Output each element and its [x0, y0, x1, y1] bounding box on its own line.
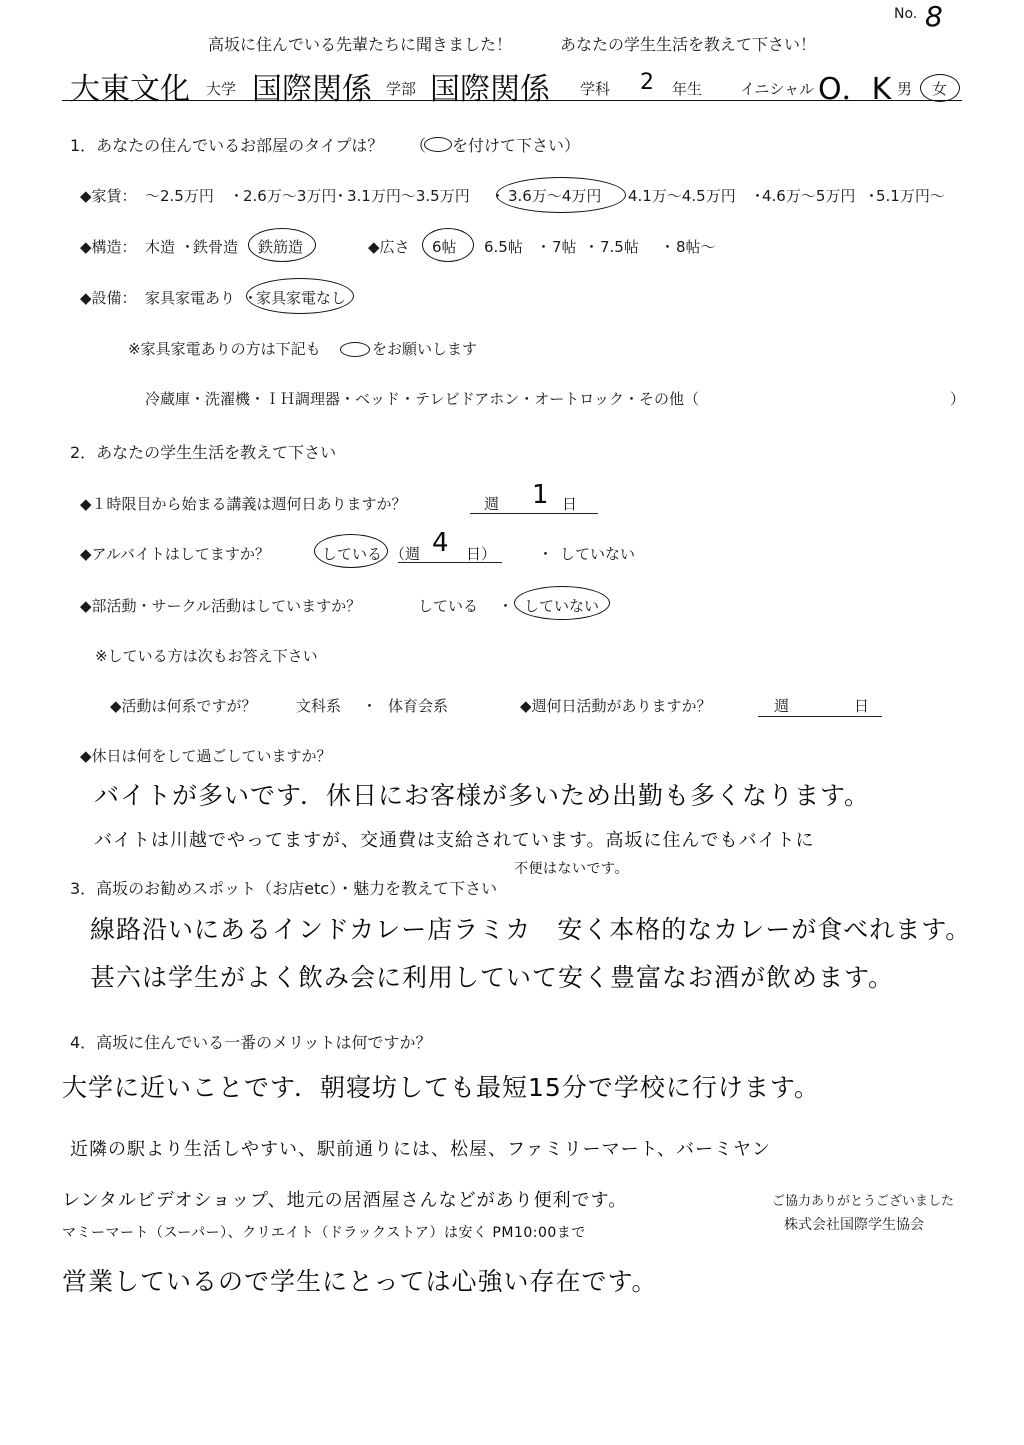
- rent-option-5: 4.1万～4.5万円: [628, 187, 736, 205]
- q4-answer-line4: マミーマート（スーパー）、クリエイト（ドラックストア）は安く PM10:00まで: [62, 1225, 586, 1241]
- holiday-answer-line3: 不便はないです。: [514, 861, 629, 877]
- initial-handwritten: O．K: [818, 72, 892, 107]
- rent-option-4-selected: 3.6万～4万円: [508, 187, 602, 205]
- structure-selected-circle: [248, 228, 316, 262]
- intro-right: あなたの学生生活を教えて下さい！: [560, 35, 817, 54]
- circle-mark-icon: [424, 137, 452, 152]
- club-label: ◆部活動・サークル活動はしていますか？: [80, 597, 362, 615]
- q1-instruction-close: を付けて下さい）: [452, 136, 581, 155]
- activity-type-option-2: 体育会系: [388, 697, 449, 715]
- parttime-no: していない: [560, 545, 636, 563]
- size-option-1-selected: 6帖: [432, 238, 457, 256]
- q4-title: 4．高坂に住んでいる一番のメリットは何ですか？: [70, 1033, 432, 1052]
- size-option-3: 7帖: [552, 238, 577, 256]
- university-handwritten: 大東文化: [70, 72, 190, 107]
- activity-type-label: ◆活動は何系ですが？: [110, 697, 257, 715]
- q3-title: 3．高坂のお勧めスポット（お店etc）・魅力を教えて下さい: [70, 879, 498, 898]
- size-option-5: 8帖～: [676, 238, 716, 256]
- size-option-4: 7.5帖: [600, 238, 639, 256]
- faculty-handwritten: 国際関係: [252, 72, 372, 107]
- intro-left: 高坂に住んでいる先輩たちに聞きました！: [208, 35, 513, 54]
- holiday-label: ◆休日は何をして過ごしていますか？: [80, 747, 332, 765]
- department-label: 学科: [580, 80, 611, 98]
- holiday-answer-line1: バイトが多いです．休日にお客様が多いため出勤も多くなります。: [94, 781, 871, 810]
- holiday-answer-line2: バイトは川越でやってますが、交通費は支給されています。高坂に住んでもバイトに: [94, 830, 815, 851]
- facility-selected-circle: [246, 278, 354, 314]
- parttime-label: ◆アルバイトはしてますか？: [80, 545, 270, 563]
- q3-answer-line1: 線路沿いにあるインドカレー店ラミカ 安く本格的なカレーが食べれます。: [90, 915, 972, 944]
- rent-option-1: ～2.5万円: [145, 187, 214, 205]
- rent-option-7: 5.1万円～: [876, 187, 945, 205]
- first-period-day: 日: [562, 495, 578, 513]
- initial-label: イニシャル: [740, 80, 815, 98]
- facility-option-2-selected: 家具家電なし: [256, 289, 347, 307]
- club-selected-circle: [514, 586, 610, 620]
- circle-mark-icon-2: [340, 342, 370, 357]
- department-handwritten: 国際関係: [430, 72, 550, 107]
- parttime-week-open: （週: [390, 545, 421, 563]
- q4-answer-line3: レンタルビデオショップ、地元の居酒屋さんなどがあり便利です。: [62, 1190, 628, 1211]
- appliance-note-after: をお願いします: [372, 340, 478, 358]
- appliance-note: ※家具家電ありの方は下記も: [128, 340, 321, 358]
- gender-female: 女: [932, 80, 948, 98]
- size-option-2: 6.5帖: [484, 238, 523, 256]
- rent-option-3: 3.1万円～3.5万円: [347, 187, 470, 205]
- club-yes: している: [418, 597, 479, 615]
- first-period-value: 1: [532, 480, 549, 510]
- q4-answer-line1: 大学に近いことです．朝寝坊しても最短15分で学校に行けます。: [62, 1073, 820, 1102]
- year-handwritten: 2: [640, 70, 654, 95]
- profile-underline: [62, 100, 962, 101]
- footer-company: 株式会社国際学生協会: [784, 1217, 924, 1233]
- q3-answer-line2: 甚六は学生がよく飲み会に利用していて安く豊富なお酒が飲めます。: [90, 963, 895, 992]
- rent-selected-circle: [496, 177, 626, 213]
- year-label: 年生: [672, 80, 703, 98]
- facility-option-1: 家具家電あり: [145, 289, 236, 307]
- gender-female-circle: [920, 74, 960, 102]
- q4-answer-line5: 営業しているので学生にとっては心強い存在です。: [62, 1267, 658, 1296]
- number-label: No.: [894, 6, 918, 22]
- activity-days-underline: [758, 716, 882, 717]
- activity-days-week: 週: [774, 697, 790, 715]
- parttime-day-close: 日）: [466, 545, 497, 563]
- faculty-label: 学部: [386, 80, 417, 98]
- gender-male: 男: [897, 80, 913, 98]
- appliance-list-close: ）: [950, 390, 966, 408]
- number-value: 8: [925, 0, 943, 33]
- appliance-list: 冷蔵庫・洗濯機・ＩＨ調理器・ベッド・テレビドアホン・オートロック・その他（: [145, 390, 699, 408]
- parttime-underline: [398, 562, 502, 563]
- structure-label: ◆構造：: [80, 238, 137, 256]
- rent-option-6: 4.6万～5万円: [762, 187, 856, 205]
- rent-option-2: 2.6万～3万円: [243, 187, 337, 205]
- activity-days-day: 日: [854, 697, 870, 715]
- structure-option-2: 鉄骨造: [193, 238, 239, 256]
- club-no-selected: していない: [524, 597, 600, 615]
- q4-answer-line2: 近隣の駅より生活しやすい、駅前通りには、松屋、ファミリーマート、バーミヤン: [70, 1139, 771, 1160]
- facility-label: ◆設備：: [80, 289, 137, 307]
- q2-title: 2．あなたの学生生活を教えて下さい: [70, 443, 337, 462]
- structure-option-1: 木造: [145, 238, 176, 256]
- structure-option-3-selected: 鉄筋造: [258, 238, 304, 256]
- activity-days-label: ◆週何日活動がありますか？: [520, 697, 712, 715]
- size-label: ◆広さ: [368, 238, 410, 256]
- first-period-week: 週: [484, 495, 500, 513]
- rent-label: ◆家賃：: [80, 187, 137, 205]
- parttime-selected-circle: [314, 534, 388, 568]
- activity-type-option-1: 文科系: [296, 697, 342, 715]
- university-label: 大学: [206, 80, 237, 98]
- size-selected-circle: [422, 228, 474, 262]
- q1-title: 1．あなたの住んでいるお部屋のタイプは？: [70, 136, 384, 155]
- parttime-yes-selected: している: [322, 545, 383, 563]
- footer-thanks: ご協力ありがとうございました: [772, 1194, 955, 1209]
- club-note: ※している方は次もお答え下さい: [95, 647, 318, 665]
- q1-instruction-open: （: [410, 136, 427, 155]
- parttime-value: 4: [432, 528, 449, 558]
- first-period-underline: [470, 513, 598, 514]
- first-period-label: ◆１時限目から始まる講義は週何日ありますか？: [80, 495, 407, 513]
